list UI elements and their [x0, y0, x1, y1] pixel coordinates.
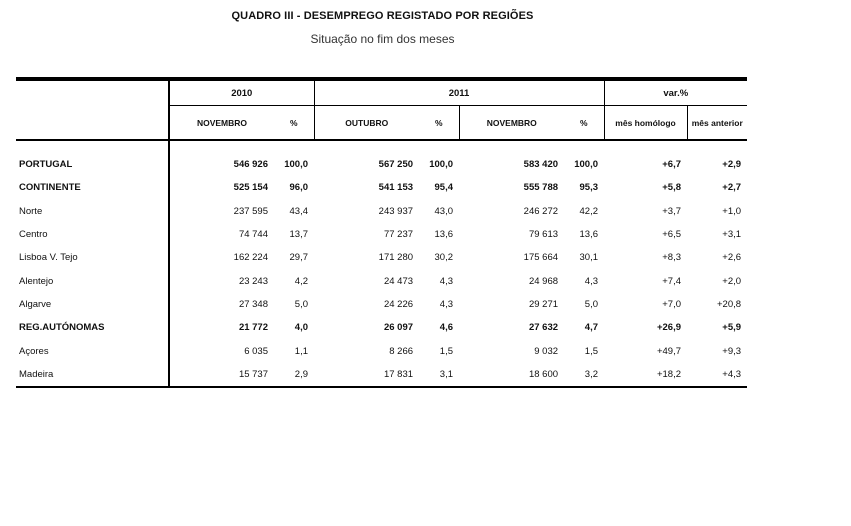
row-value: 100,0 — [284, 159, 309, 171]
row-label: Algarve — [19, 298, 52, 310]
header-year-2010: 2010 — [169, 79, 314, 106]
row-value: 29,7 — [289, 252, 309, 264]
row-label: Madeira — [16, 363, 169, 387]
header-var: var.% — [604, 79, 747, 106]
row-value: 9 032 — [534, 345, 559, 357]
header-blank — [16, 79, 169, 106]
header-col-nov-2011: NOVEMBRO — [459, 106, 564, 141]
row-value: +6,7 — [662, 159, 682, 171]
table-row — [16, 153, 747, 176]
table-row — [16, 200, 747, 223]
row-value: 541 153 — [378, 182, 414, 194]
row-label: Alentejo — [19, 275, 54, 287]
row-value: 13,7 — [289, 229, 309, 241]
row-value: 96,0 — [289, 182, 309, 194]
spacer-cell — [169, 140, 274, 153]
header-col-nov-2010: NOVEMBRO — [169, 106, 274, 141]
table-row — [16, 339, 747, 362]
row-value: 555 788 — [523, 182, 559, 194]
row-label: Lisboa V. Tejo — [19, 252, 78, 264]
row-value: 79 613 — [528, 229, 559, 241]
row-value: +2,0 — [722, 275, 742, 287]
row-value: 4,3 — [439, 275, 454, 287]
table-row — [16, 223, 747, 246]
row-value: 15 737 — [169, 363, 274, 387]
row-value: +2,9 — [722, 159, 742, 171]
spacer-cell — [16, 140, 169, 153]
spacer-cell — [564, 140, 604, 153]
row-value: +26,9 — [656, 322, 682, 334]
row-value: 546 926 — [169, 153, 274, 176]
header-col-pct-2010: % — [274, 106, 314, 141]
row-value: 24 473 — [383, 275, 414, 287]
header-col-homologo: mês homólogo — [604, 106, 687, 141]
row-value: 1,5 — [439, 345, 454, 357]
row-value: 30,2 — [434, 252, 454, 264]
spacer-cell — [687, 140, 747, 153]
row-value: 3,1 — [419, 363, 459, 387]
table-row — [16, 293, 747, 316]
table-row — [16, 363, 747, 387]
row-value: 237 595 — [169, 200, 274, 223]
header-year-2011: 2011 — [314, 79, 604, 106]
row-value: 26 097 — [383, 322, 414, 334]
header-col-pct-out: % — [419, 106, 459, 141]
row-value: 2,9 — [274, 363, 314, 387]
row-value: +9,3 — [722, 345, 742, 357]
row-value: 95,4 — [434, 182, 454, 194]
table-row — [16, 316, 747, 339]
table-subtitle: Situação no fim dos meses — [310, 32, 455, 46]
row-value: 23 243 — [169, 269, 274, 292]
row-value: +5,9 — [722, 322, 742, 334]
row-value: 246 272 — [523, 205, 559, 217]
row-value: 27 632 — [528, 322, 559, 334]
row-value: 583 420 — [523, 159, 559, 171]
row-value: 42,2 — [579, 205, 599, 217]
row-value: +5,8 — [662, 182, 682, 194]
row-value: 13,6 — [434, 229, 454, 241]
row-value: 77 237 — [383, 229, 414, 241]
row-value: 567 250 — [378, 159, 414, 171]
row-value: 1,1 — [294, 345, 309, 357]
row-value: +3,7 — [662, 205, 682, 217]
row-value: +7,4 — [662, 275, 682, 287]
row-value: 100,0 — [429, 159, 454, 171]
row-value: 525 154 — [169, 176, 274, 199]
row-value: +49,7 — [656, 345, 682, 357]
row-value: +8,3 — [662, 252, 682, 264]
row-value: +20,8 — [716, 298, 742, 310]
row-value: +1,0 — [722, 205, 742, 217]
row-value: 4,3 — [439, 298, 454, 310]
row-label: Centro — [19, 229, 48, 241]
row-value: +6,5 — [662, 229, 682, 241]
unemployment-table — [16, 77, 747, 388]
spacer-cell — [314, 140, 419, 153]
spacer-cell — [419, 140, 459, 153]
header-col-anterior: mês anterior — [687, 106, 747, 141]
table-row — [16, 246, 747, 269]
row-value: 162 224 — [169, 246, 274, 269]
row-value: 43,0 — [434, 205, 454, 217]
row-value: 27 348 — [169, 293, 274, 316]
row-value: 24 968 — [528, 275, 559, 287]
row-value: 5,0 — [584, 298, 599, 310]
header-blank-sub — [16, 106, 169, 141]
table-row — [16, 269, 747, 292]
row-value: 43,4 — [289, 205, 309, 217]
row-value: 3,2 — [564, 363, 604, 387]
row-value: 13,6 — [579, 229, 599, 241]
row-value: 30,1 — [579, 252, 599, 264]
row-value: 4,7 — [584, 322, 599, 334]
row-value: +7,0 — [662, 298, 682, 310]
row-value: 4,0 — [294, 322, 309, 334]
row-value: 29 271 — [528, 298, 559, 310]
row-value: 175 664 — [523, 252, 559, 264]
row-value: 74 744 — [169, 223, 274, 246]
row-value: 4,6 — [439, 322, 454, 334]
row-value: 95,3 — [579, 182, 599, 194]
row-value: +2,6 — [722, 252, 742, 264]
row-value: 5,0 — [294, 298, 309, 310]
row-label: REG.AUTÓNOMAS — [19, 322, 105, 334]
header-col-out-2011: OUTUBRO — [314, 106, 419, 141]
row-label: PORTUGAL — [19, 159, 73, 171]
header-col-pct-nov: % — [564, 106, 604, 141]
spacer-cell — [459, 140, 564, 153]
row-value: 171 280 — [378, 252, 414, 264]
row-value: 4,3 — [584, 275, 599, 287]
row-value: 243 937 — [378, 205, 414, 217]
row-value: 21 772 — [169, 316, 274, 339]
row-value: 6 035 — [169, 339, 274, 362]
row-value: +4,3 — [687, 363, 747, 387]
row-value: 17 831 — [314, 363, 419, 387]
row-value: 4,2 — [294, 275, 309, 287]
row-value: +3,1 — [722, 229, 742, 241]
row-value: 8 266 — [389, 345, 414, 357]
row-label: Norte — [19, 205, 43, 217]
table-row — [16, 176, 747, 199]
row-value: 24 226 — [383, 298, 414, 310]
spacer-cell — [274, 140, 314, 153]
row-label: Açores — [19, 345, 49, 357]
spacer-cell — [604, 140, 687, 153]
row-value: 18 600 — [459, 363, 564, 387]
row-value: +2,7 — [722, 182, 742, 194]
row-label: CONTINENTE — [19, 182, 81, 194]
table-title: QUADRO III - DESEMPREGO REGISTADO POR REGIÕES — [231, 10, 534, 22]
row-value: 100,0 — [574, 159, 599, 171]
row-value: +18,2 — [604, 363, 687, 387]
row-value: 1,5 — [584, 345, 599, 357]
